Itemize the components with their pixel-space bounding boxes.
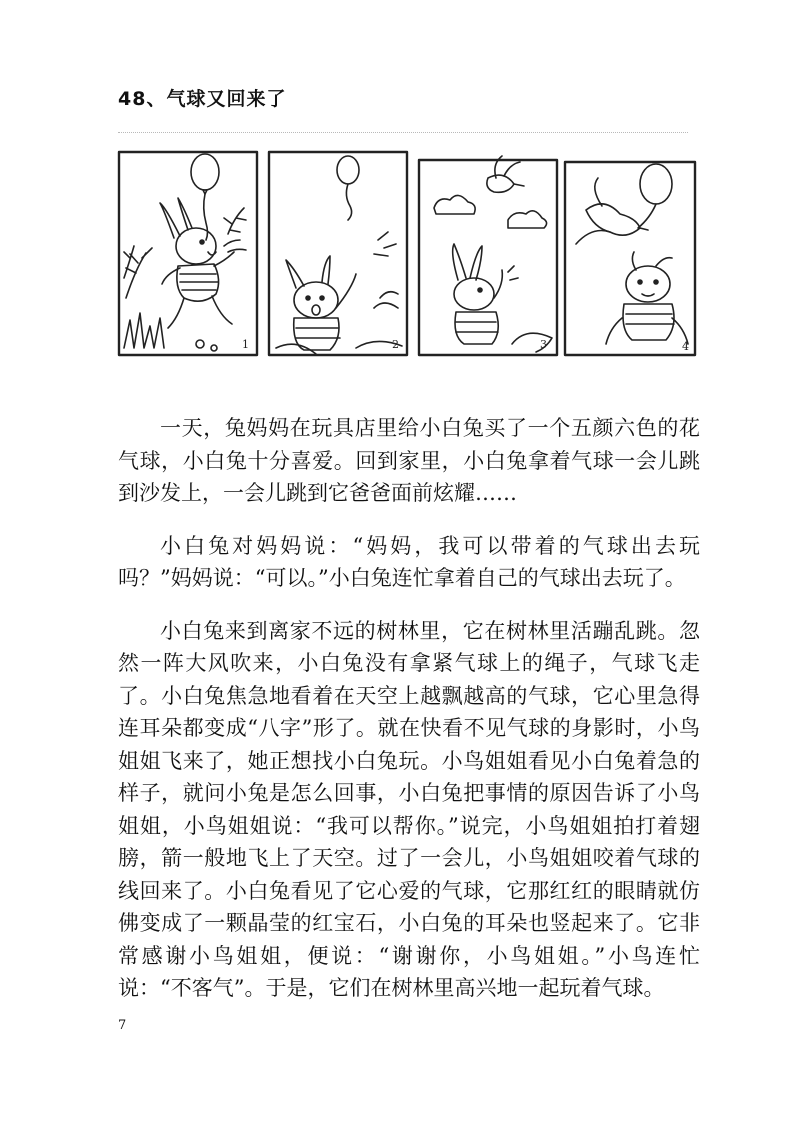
page-title: 48、气球又回来了 — [118, 88, 287, 110]
panel-number-1: 1 — [242, 338, 249, 351]
page-number: 7 — [118, 1018, 127, 1033]
comic-strip-illustration — [116, 148, 700, 363]
story-paragraph-1: 一天，兔妈妈在玩具店里给小白兔买了一个五颜六色的花气球，小白兔十分喜爱。回到家里，小白兔拿着气球一会儿跳到沙发上，一会儿跳到它爸爸面前炫耀…… — [118, 416, 700, 505]
story-text — [118, 412, 700, 1025]
panel-number-3: 3 — [540, 338, 547, 351]
story-paragraph-3: 小白兔来到离家不远的树林里，它在树林里活蹦乱跳。忽然一阵大风吹来，小白兔没有拿紧气球上的绳子，气球飞走了。小白兔焦急地看着在天空上越飘越高的气球，它心里急得连耳朵都变成“八字”形了。就在快看不见气球的身影时，小鸟姐姐飞来了，她正想找小白兔玩。小鸟姐姐看见小白兔着急的样子，就问小兔是怎么回事，小白兔把事情的原因告诉了小鸟姐姐，小鸟姐姐说：“我可以帮你。”说完，小鸟姐姐拍打着翅膀，箭一般地飞上了天空。过了一会儿，小鸟姐姐咬着气球的线回来了。小白兔看见了它心爱的气球，它那红红的眼睛就仿佛变成了一颗晶莹的红宝石，小白兔的耳朵也竖起来了。它非常感谢小鸟姐姐，便说：“谢谢你，小鸟姐姐。”小鸟连忙说：“不客气”。于是，它们在树林里高兴地一起玩着气球。 — [118, 618, 700, 1000]
panel-number-2: 2 — [392, 338, 399, 351]
comic-panel-4 — [565, 162, 695, 355]
title-divider — [118, 132, 688, 133]
panel-number-4: 4 — [682, 340, 689, 353]
story-paragraph-2: 小白兔对妈妈说：“妈妈，我可以带着的气球出去玩吗？”妈妈说：“可以。”小白兔连忙拿着自己的气球出去玩了。 — [118, 533, 700, 590]
comic-panel-3 — [419, 156, 557, 355]
comic-panel-2 — [269, 152, 407, 355]
comic-strip — [116, 148, 700, 363]
comic-panel-1 — [119, 152, 257, 355]
